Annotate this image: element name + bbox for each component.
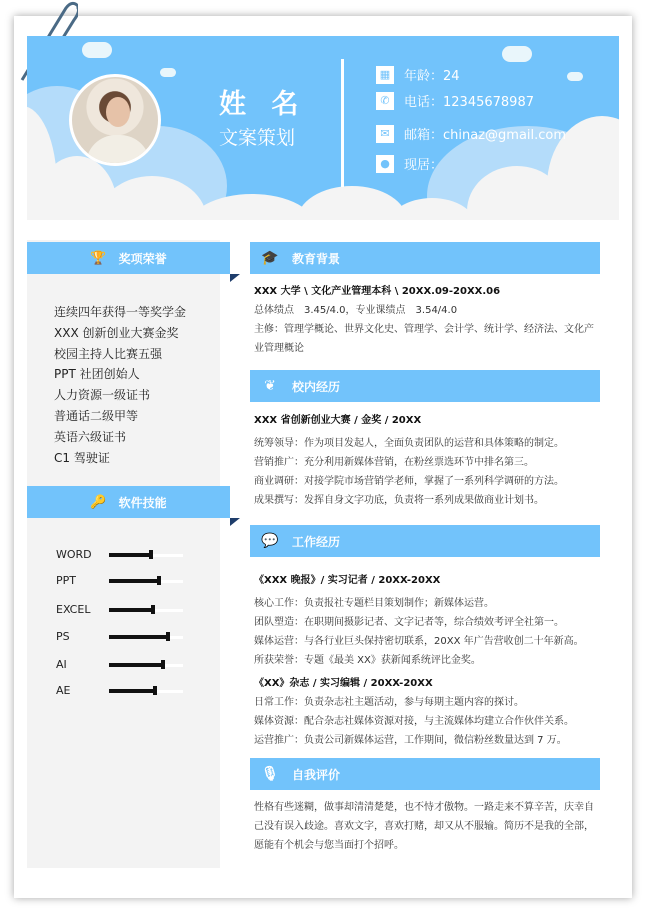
info-phone: ✆ 电话：12345678987 (376, 91, 534, 110)
skills-header: 🔑 软件技能 (27, 486, 230, 518)
skill-label: WORD (56, 548, 92, 561)
skill-bar (109, 609, 183, 612)
phone-icon: ✆ (376, 92, 394, 110)
skill-ai (56, 658, 216, 672)
skill-knob (161, 660, 165, 669)
skill-fill (109, 608, 154, 612)
skill-fill (109, 663, 164, 667)
award-item: 人力资源一级证书 (54, 388, 151, 403)
key-icon: 🔑 (90, 494, 107, 510)
award-item: 普通话二级甲等 (54, 408, 139, 423)
education-content: XXX 大学 \ 文化产业管理本科 \ 20XX.09-20XX.06 总体绩点 3.45/4.0，专业课绩点 3.54/4.0 主修：管理学概论、世界文化史、管理学、会计学、统计学、经济法、文化产业管理概论 (254, 286, 594, 354)
award-item: 连续四年获得一等奖学金 (54, 305, 187, 319)
skill-knob (151, 605, 155, 614)
awards-header: 🏆 奖项荣誉 (27, 242, 230, 274)
skill-ae (56, 684, 216, 698)
awards-list (54, 302, 186, 468)
skill-knob (166, 632, 170, 641)
skill-label: AE (56, 684, 71, 697)
skill-ps (56, 630, 216, 644)
skill-ppt (56, 574, 216, 588)
skill-fill (109, 689, 156, 693)
award-item: 英语六级证书 (54, 429, 127, 444)
info-location: ● 现居： (376, 154, 443, 173)
skill-bar (109, 554, 183, 557)
avatar (69, 74, 161, 166)
award-item: C1 驾驶证 (54, 450, 110, 465)
skill-bar (109, 664, 183, 667)
location-icon: ● (376, 155, 394, 173)
skill-bar (109, 580, 183, 583)
graduate-icon: 🎓 (261, 250, 279, 266)
skill-word (56, 548, 216, 562)
job-title: 文案策划 (219, 127, 296, 149)
skill-excel (56, 603, 216, 617)
skill-fill (109, 579, 160, 583)
skill-label: PS (56, 630, 70, 643)
campus-header: ❦ 校内经历 (250, 370, 600, 402)
campus-content: XXX 省创新创业大赛 / 金奖 / 20XX 统筹领导：作为项目发起人，全面负责团队的运营和具体策略的制定。 营销推广：充分利用新媒体营销，在粉丝票选环节中排名第三。 商业调研：对接学院市场营销学老师，掌握了一系列科学调研的方法。 成果撰写：发挥自身文字功底，负责将一系列成果做商业计划书。 (254, 415, 564, 506)
skill-fill (109, 635, 169, 639)
award-item: XXX 创新创业大赛金奖 (54, 325, 179, 340)
skill-label: PPT (56, 574, 76, 587)
name: 姓 名 (219, 89, 307, 120)
left-column (27, 240, 220, 868)
skill-label: AI (56, 658, 67, 671)
skill-bar (109, 636, 183, 639)
education-header: 🎓 教育背景 (250, 242, 600, 274)
skill-knob (149, 550, 153, 559)
chat-icon: 💬 (261, 533, 279, 549)
info-email: ✉ 邮箱：chinaz@gmail.com (376, 124, 566, 143)
self-eval-text: 性格有些迷糊，做事却清清楚楚，也不恃才傲物。一路走来不算辛苦，庆幸自己没有误入歧途。喜欢文字，喜欢打赌，却又从不服输。简历不是我的全部，愿能有个机会与您当面打个招呼。 (254, 802, 594, 851)
mail-icon: ✉ (376, 125, 394, 143)
skill-label: EXCEL (56, 603, 91, 616)
info-age: ▦ 年龄：24 (376, 65, 460, 84)
leaf-icon: ❦ (264, 378, 276, 394)
trophy-icon: 🏆 (90, 250, 107, 266)
skill-bar (109, 690, 183, 693)
award-item: PPT 社团创始人 (54, 367, 140, 382)
self-eval-header: 🎙 自我评价 (250, 758, 600, 790)
skill-knob (153, 686, 157, 695)
calendar-icon: ▦ (376, 66, 394, 84)
header-banner (27, 36, 619, 220)
microphone-icon: 🎙 (261, 766, 279, 782)
skill-knob (157, 576, 161, 585)
work-header: 💬 工作经历 (250, 525, 600, 557)
work-content: 《XXX 晚报》/ 实习记者 / 20XX-20XX 核心工作：负责报社专题栏目策划制作；新媒体运营。 团队塑造：在职期间摄影记者、文字记者等，综合绩效考评全社第一。 媒体运营：与各行业巨头保持密切联系，20XX 年广告营收创二十年新高。 所获荣誉：专题《最美 XX》获新闻系统评比金奖。 《XX》杂志 / 实习编辑 / 20XX-20XX 日常工作：负责杂志社主题活动，参与每期主题内容的探讨。 媒体资源：配合杂志社媒体资源对接，与主流媒体均建立合作伙伴关系。 运营推广：负责公司新媒体运营，工作期间，微信粉丝数量达到 7 万。 (254, 575, 584, 746)
divider (341, 59, 344, 187)
award-item: 校园主持人比赛五强 (54, 346, 163, 361)
skill-fill (109, 553, 152, 557)
